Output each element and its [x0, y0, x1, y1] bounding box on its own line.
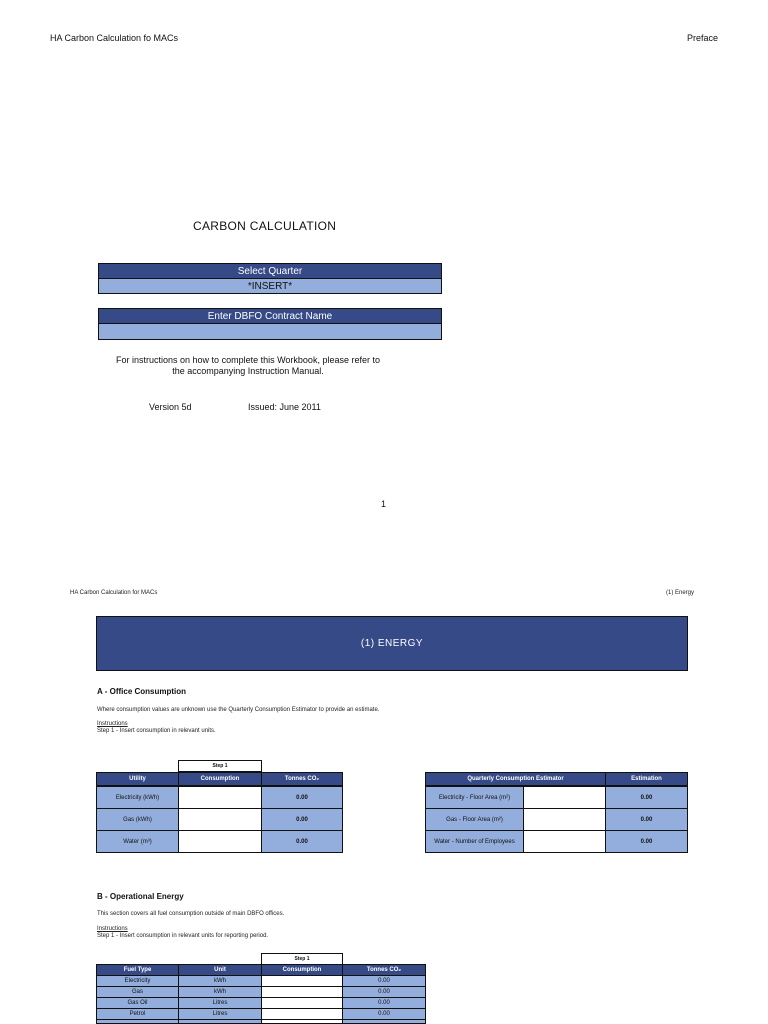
fuel-petrol-tonnes: 0.00 [342, 1008, 426, 1020]
fuel-gas-tonnes: 0.00 [342, 986, 426, 998]
operational-consumption-column-header: Consumption [261, 964, 343, 976]
estimator-water-label: Water - Number of Employees [425, 830, 524, 853]
fuel-electricity-tonnes: 0.00 [342, 975, 426, 987]
estimator-water-input[interactable] [523, 830, 606, 853]
energy-banner: (1) ENERGY [96, 616, 688, 671]
contract-name-input[interactable] [98, 323, 442, 340]
estimator-column-header: Quarterly Consumption Estimator [425, 772, 606, 786]
fuel-petrol-unit: Litres [178, 1008, 262, 1020]
page2-header-right: (1) Energy [666, 590, 695, 596]
utility-gas-label: Gas (kWh) [96, 808, 179, 831]
operational-tonnes-column-header: Tonnes CO₂ [342, 964, 426, 976]
section-a-title: A - Office Consumption [97, 687, 187, 696]
utility-column-header: Utility [96, 772, 179, 786]
fuel-row-partial-tonnes [342, 1019, 426, 1024]
page-title: CARBON CALCULATION [193, 219, 337, 233]
section-b-instructions-label: Instructions [97, 926, 128, 932]
fuel-row-partial-label [96, 1019, 179, 1024]
contract-name-label: Enter DBFO Contract Name [98, 308, 442, 324]
select-quarter-input[interactable]: *INSERT* [98, 278, 442, 294]
consumption-column-header: Consumption [178, 772, 262, 786]
gas-tonnes-value: 0.00 [261, 808, 343, 831]
fuel-row-partial-consumption-input[interactable] [261, 1019, 343, 1024]
electricity-tonnes-value: 0.00 [261, 786, 343, 809]
issued-label: Issued: June 2011 [248, 402, 321, 412]
fuel-gas-oil-tonnes: 0.00 [342, 997, 426, 1009]
utility-electricity-label: Electricity (kWh) [96, 786, 179, 809]
fuel-electricity-label: Electricity [96, 975, 179, 987]
estimator-water-value: 0.00 [605, 830, 688, 853]
section-a-note: Where consumption values are unknown use the Quarterly Consumption Estimator to provide an estimate. [97, 707, 380, 713]
fuel-petrol-label: Petrol [96, 1008, 179, 1020]
section-b-note: This section covers all fuel consumption outside of main DBFO offices. [97, 911, 285, 917]
page1-header-left: HA Carbon Calculation fo MACs [50, 33, 179, 43]
fuel-type-column-header: Fuel Type [96, 964, 179, 976]
water-tonnes-value: 0.00 [261, 830, 343, 853]
estimator-gas-input[interactable] [523, 808, 606, 831]
estimator-gas-value: 0.00 [605, 808, 688, 831]
gas-consumption-input[interactable] [178, 808, 262, 831]
estimator-electricity-value: 0.00 [605, 786, 688, 809]
section-b-step-header: Step 1 [261, 953, 343, 965]
page-number: 1 [381, 499, 387, 509]
section-b-step-text: Step 1 - Insert consumption in relevant units for reporting period. [97, 933, 269, 939]
fuel-row-partial-unit [178, 1019, 262, 1024]
utility-water-label: Water (m³) [96, 830, 179, 853]
fuel-gas-oil-label: Gas Oil [96, 997, 179, 1009]
electricity-consumption-input[interactable] [178, 786, 262, 809]
fuel-electricity-unit: kWh [178, 975, 262, 987]
version-label: Version 5d [149, 402, 192, 412]
tonnes-column-header: Tonnes CO₂ [261, 772, 343, 786]
section-a-step-header: Step 1 [178, 760, 262, 772]
page2-header-left: HA Carbon Calculation for MACs [70, 590, 158, 596]
estimation-column-header: Estimation [605, 772, 688, 786]
water-consumption-input[interactable] [178, 830, 262, 853]
fuel-gas-oil-unit: Litres [178, 997, 262, 1009]
estimator-gas-label: Gas - Floor Area (m²) [425, 808, 524, 831]
instructions-text [98, 355, 398, 377]
select-quarter-label: Select Quarter [98, 263, 442, 279]
estimator-electricity-label: Electricity - Floor Area (m²) [425, 786, 524, 809]
instructions-line-2: the accompanying Instruction Manual. [172, 366, 324, 376]
section-a-instructions-label: Instructions [97, 721, 128, 727]
page1-header-right: Preface [687, 33, 719, 43]
unit-column-header: Unit [178, 964, 262, 976]
fuel-gas-unit: kWh [178, 986, 262, 998]
fuel-gas-label: Gas [96, 986, 179, 998]
instructions-line-1: For instructions on how to complete this Workbook, please refer to [116, 355, 380, 365]
section-b-title: B - Operational Energy [97, 892, 184, 901]
section-a-step-text: Step 1 - Insert consumption in relevant units. [97, 728, 216, 734]
estimator-electricity-input[interactable] [523, 786, 606, 809]
